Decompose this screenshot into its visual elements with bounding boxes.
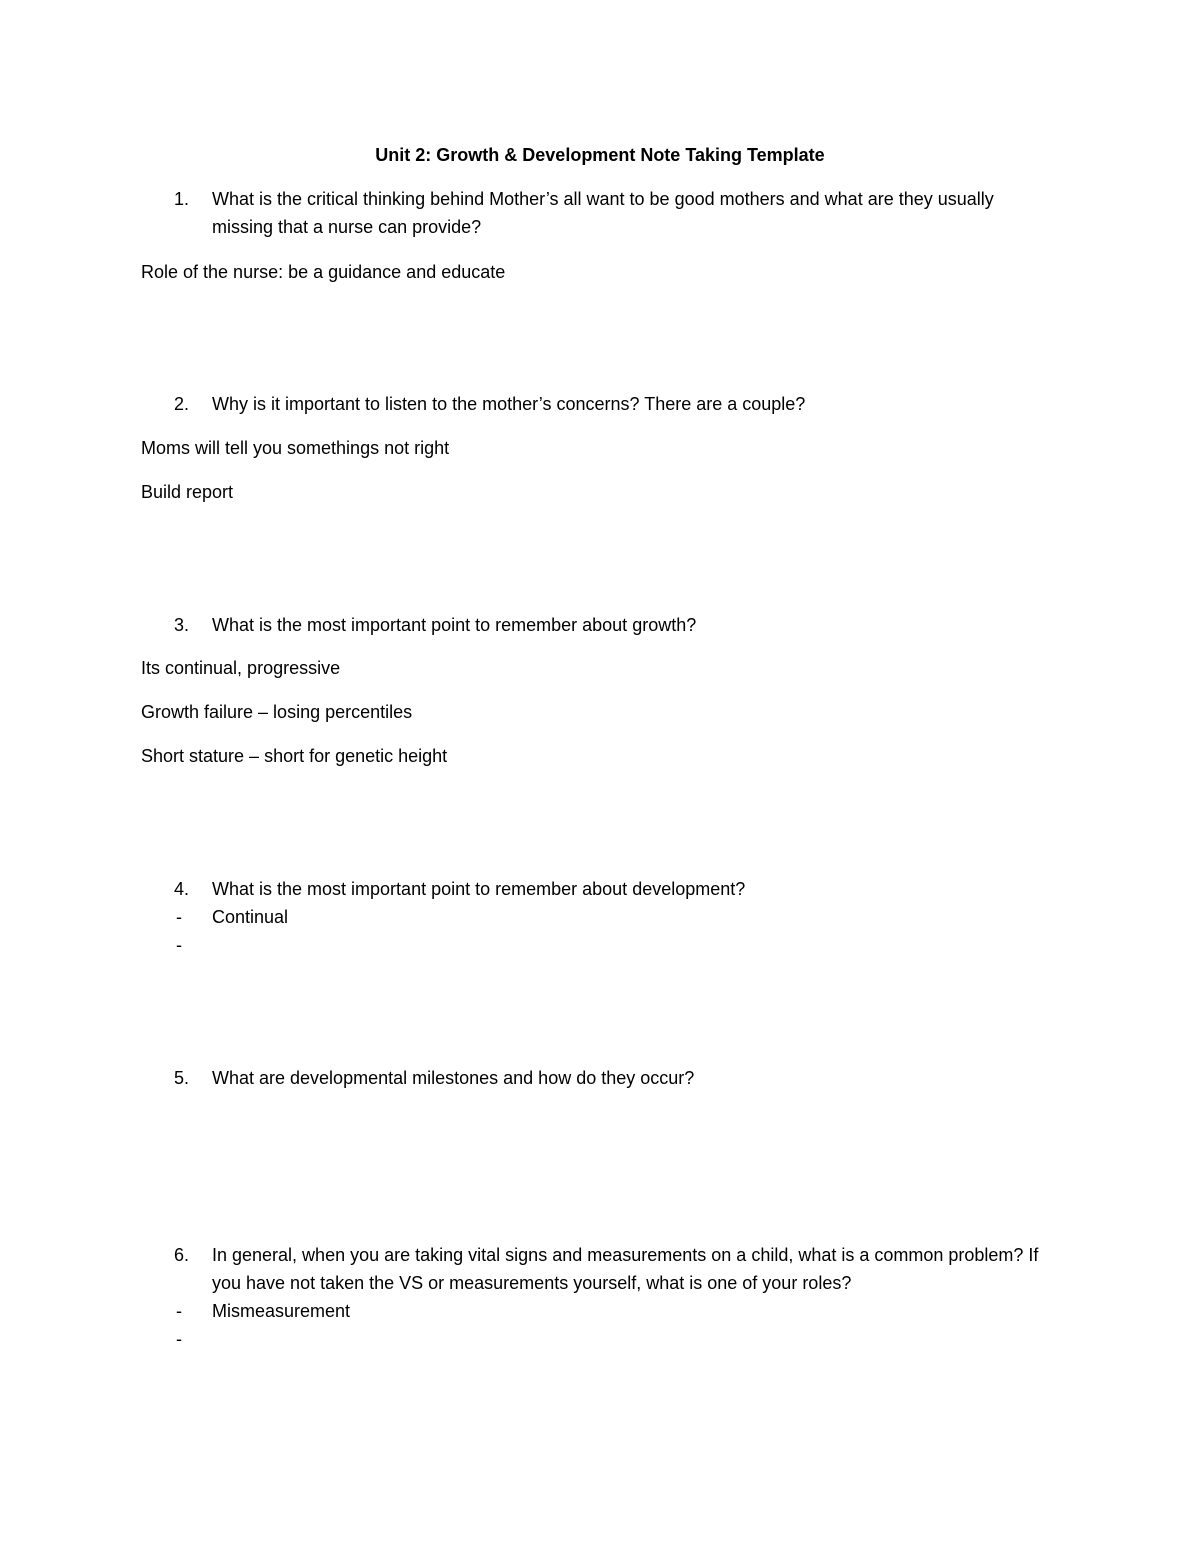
question-5-number: 5. bbox=[174, 1068, 190, 1088]
question-4-text: What is the most important point to remember about development? bbox=[212, 879, 746, 899]
question-1-text: What is the critical thinking behind Mother’s all want to be good mothers and what are they usually missing that a nurse can provide? bbox=[212, 189, 994, 237]
bullet-dash: - bbox=[176, 935, 182, 955]
answer-2-2: Build report bbox=[141, 482, 234, 502]
answer-3-1: Its continual, progressive bbox=[141, 658, 341, 678]
question-6-number: 6. bbox=[174, 1245, 190, 1265]
question-4-number: 4. bbox=[174, 879, 190, 899]
answer-3-2: Growth failure – losing percentiles bbox=[141, 702, 413, 722]
question-2-number: 2. bbox=[174, 394, 190, 414]
page-title: Unit 2: Growth & Development Note Taking Template bbox=[375, 145, 825, 165]
bullet-6-1: Mismeasurement bbox=[212, 1301, 351, 1321]
question-1-number: 1. bbox=[174, 189, 190, 209]
bullet-dash: - bbox=[176, 1301, 182, 1321]
bullet-4-1: Continual bbox=[212, 907, 289, 927]
question-5-text: What are developmental milestones and how do they occur? bbox=[212, 1068, 695, 1088]
answer-3-3: Short stature – short for genetic height bbox=[141, 746, 448, 766]
question-3-number: 3. bbox=[174, 615, 190, 635]
answer-2-1: Moms will tell you somethings not right bbox=[141, 438, 450, 458]
answer-1-1: Role of the nurse: be a guidance and educate bbox=[141, 262, 506, 282]
bullet-dash: - bbox=[176, 1329, 182, 1349]
bullet-dash: - bbox=[176, 907, 182, 927]
question-3-text: What is the most important point to remember about growth? bbox=[212, 615, 697, 635]
question-2-text: Why is it important to listen to the mother’s concerns? There are a couple? bbox=[212, 394, 806, 414]
question-6-text: In general, when you are taking vital signs and measurements on a child, what is a common problem? If you have not taken the VS or measurements yourself, what is one of your roles? bbox=[212, 1245, 1039, 1293]
